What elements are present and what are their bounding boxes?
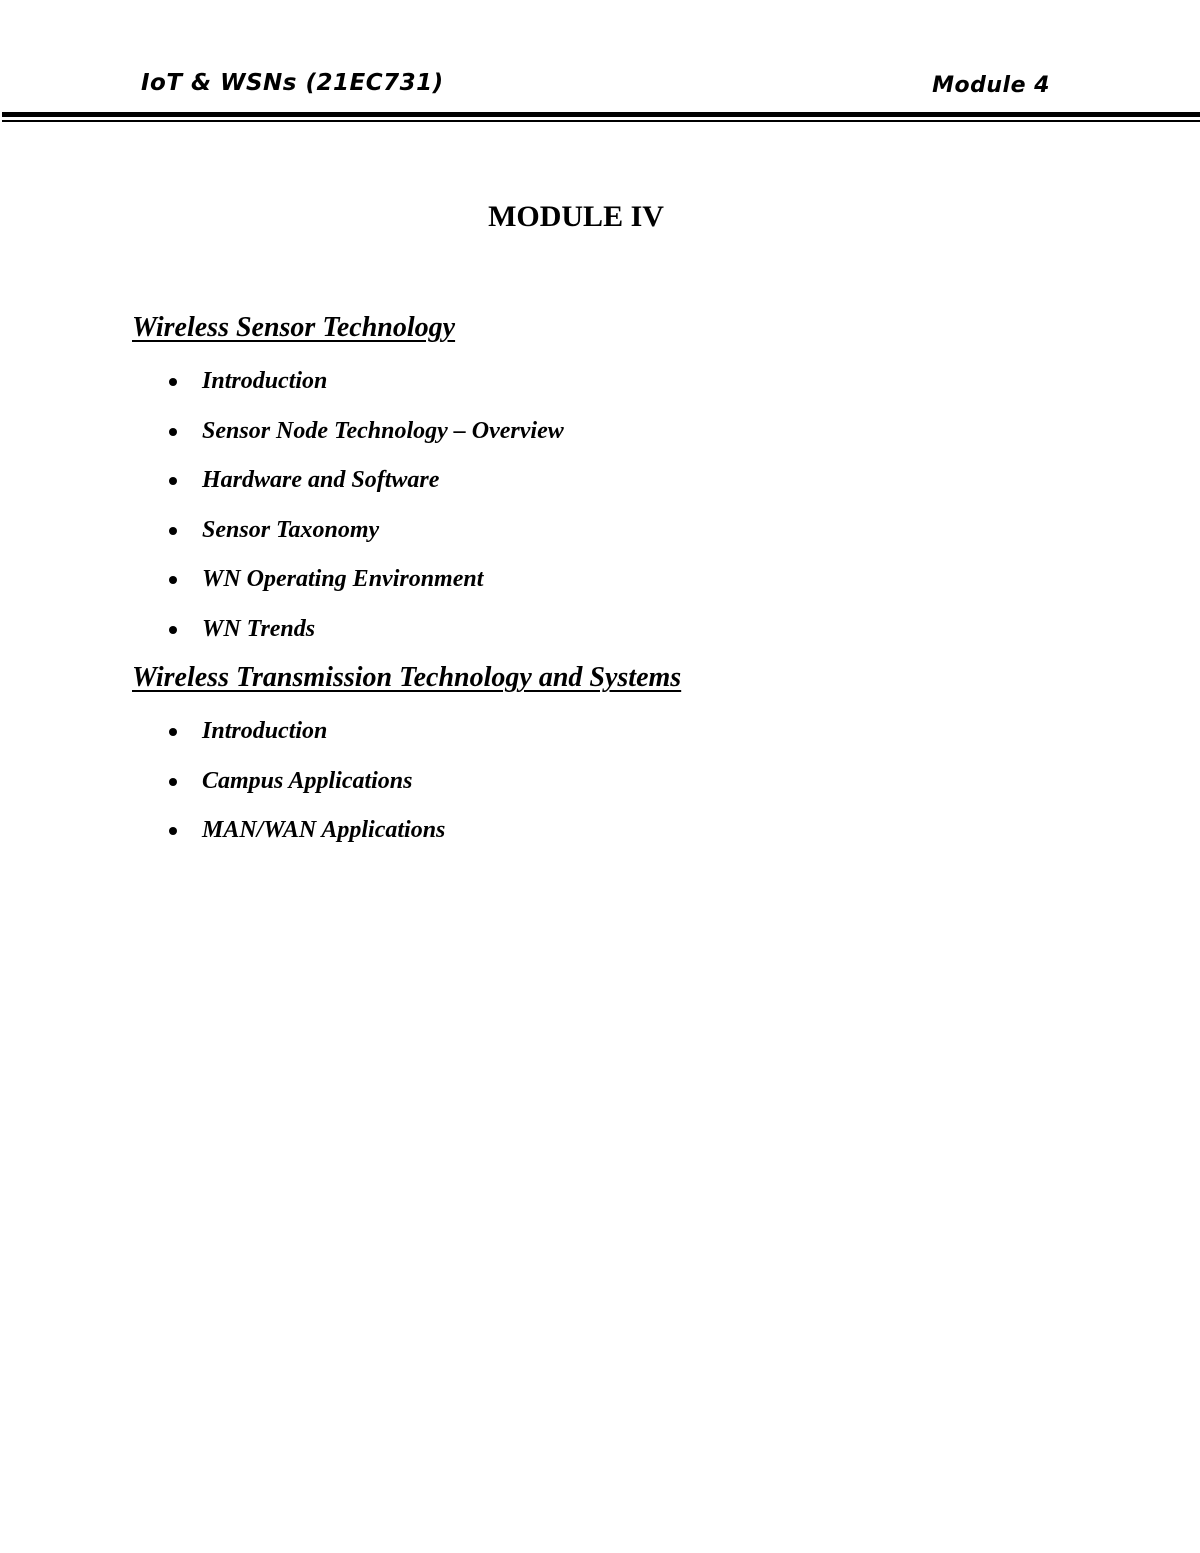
page-header bbox=[0, 0, 1200, 130]
header-module-label: Module 4 bbox=[932, 73, 1050, 98]
bullet-icon bbox=[169, 378, 177, 386]
list-item bbox=[132, 612, 564, 662]
topic-label: Sensor Node Technology – Overview bbox=[202, 417, 564, 444]
topic-label: Campus Applications bbox=[202, 767, 413, 794]
topic-list bbox=[132, 364, 564, 661]
topic-label: Introduction bbox=[202, 718, 328, 744]
bullet-icon bbox=[169, 576, 177, 584]
list-item bbox=[132, 813, 681, 863]
header-course-code: IoT & WSNs (21EC731) bbox=[141, 70, 444, 96]
topic-label: Introduction bbox=[202, 368, 328, 394]
module-title: MODULE IV bbox=[488, 200, 664, 233]
bullet-icon bbox=[169, 728, 177, 736]
bullet-icon bbox=[169, 428, 177, 436]
section-heading: Wireless Transmission Technology and Systems bbox=[132, 662, 682, 693]
bullet-icon bbox=[169, 527, 177, 535]
list-item bbox=[132, 513, 564, 563]
topic-label: MAN/WAN Applications bbox=[202, 817, 446, 843]
list-item bbox=[132, 364, 564, 414]
section-wireless-sensor-technology bbox=[132, 310, 564, 661]
topic-label: Sensor Taxonomy bbox=[202, 516, 380, 543]
topic-label: WN Operating Environment bbox=[202, 566, 484, 592]
list-item bbox=[132, 764, 681, 814]
section-heading: Wireless Sensor Technology bbox=[132, 312, 456, 343]
topic-label: WN Trends bbox=[202, 615, 316, 642]
bullet-icon bbox=[169, 477, 177, 485]
list-item bbox=[132, 463, 564, 513]
header-rule-thin bbox=[2, 120, 1200, 122]
list-item bbox=[132, 562, 564, 612]
list-item bbox=[132, 714, 681, 764]
section-wireless-transmission-technology bbox=[132, 660, 681, 863]
topic-label: Hardware and Software bbox=[202, 467, 440, 493]
bullet-icon bbox=[169, 626, 177, 634]
bullet-icon bbox=[169, 827, 177, 835]
list-item bbox=[132, 414, 564, 464]
bullet-icon bbox=[169, 778, 177, 786]
topic-list bbox=[132, 714, 681, 863]
header-rule-thick bbox=[2, 112, 1200, 117]
